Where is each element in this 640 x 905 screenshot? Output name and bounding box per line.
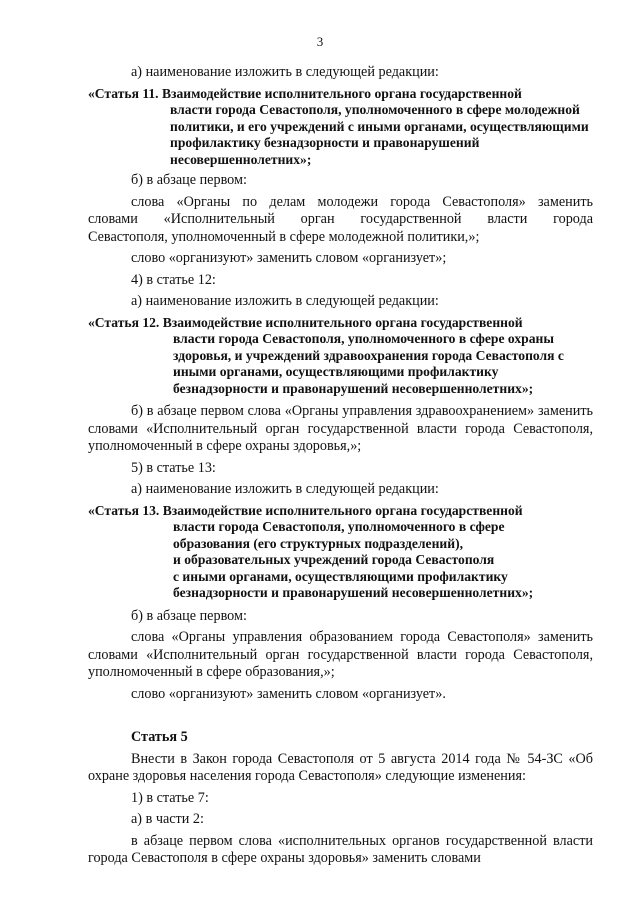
paragraph: а) в части 2:: [131, 811, 204, 827]
paragraph: слова «Органы управления образованием города Севастополя» заменить словами «Исполнительный орган государственной власти города Севастополя, уполномоченный в сфере образования,»;: [88, 629, 593, 680]
article-5-heading: Статья 5: [131, 729, 188, 745]
article-11-title: [88, 86, 593, 169]
paragraph-line: Севастополя, уполномоченный в сфере молодежной политики,»;: [88, 228, 480, 245]
article-title-continuation: власти города Севастополя, уполномоченного в сфере охраны здоровья, и учреждений здравоохранения города Севастополя с иными органами, осуществляющими профилактику безнадзорности и правонарушений несовершеннолетних»;: [173, 331, 564, 396]
paragraph: в абзаце первом слова «исполнительных органов государственной власти города Севастополя в сфере охраны здоровья» заменить словами: [88, 832, 593, 866]
paragraph-line: словами «Исполнительный орган государственной власти города: [88, 211, 593, 227]
paragraph: 4) в статье 12:: [131, 271, 216, 288]
paragraph: Внести в Закон города Севастополя от 5 августа 2014 года № 54-ЗС «Об охране здоровья населения города Севастополя» следующие изменения:: [88, 750, 593, 784]
article-title-line: «Статья 12. Взаимодействие исполнительного органа государственной: [88, 314, 523, 330]
article-title-continuation: власти города Севастополя, уполномоченного в сфере: [173, 519, 505, 534]
article-title-line: «Статья 11. Взаимодействие исполнительного органа государственной: [88, 85, 522, 101]
paragraph: б) в абзаце первом слова «Органы управления здравоохранением» заменить словами «Исполнительный орган государственной власти города Севастополя, уполномоченный в сфере охраны здоровья,»;: [88, 403, 593, 454]
page-number: 3: [316, 34, 324, 49]
paragraph: 5) в статье 13:: [131, 459, 216, 476]
paragraph: 1) в статье 7:: [131, 789, 209, 806]
paragraph: б) в абзаце первом:: [131, 607, 247, 624]
paragraph: а) наименование изложить в следующей редакции:: [131, 64, 439, 80]
document-body: [88, 64, 593, 868]
paragraph: слово «организуют» заменить словом «организует».: [131, 685, 446, 702]
article-title-continuation: безнадзорности и правонарушений несовершеннолетних»;: [173, 585, 534, 600]
article-title-continuation: власти города Севастополя, уполномоченного в сфере молодежной политики, и его учреждений с иными органами, осуществляющими профилактику безнадзорности и правонарушений несовершеннолетних»;: [170, 102, 589, 167]
article-12-title: [88, 315, 593, 398]
article-13-title: [88, 503, 593, 602]
article-title-line: «Статья 13. Взаимодействие исполнительного органа государственной: [88, 502, 523, 518]
paragraph: а) наименование изложить в следующей редакции:: [131, 481, 439, 497]
paragraph: слово «организуют» заменить словом «организует»;: [131, 250, 447, 266]
article-title-continuation: образования (его структурных подразделений),: [173, 535, 464, 551]
article-title-continuation: с иными органами, осуществляющими профилактику: [173, 568, 508, 584]
paragraph-line: слова «Органы по делам молодежи города Севастополя» заменить: [131, 193, 593, 210]
article-title-continuation: и образовательных учреждений города Севастополя: [173, 552, 495, 567]
paragraph: б) в абзаце первом:: [131, 172, 247, 188]
paragraph: а) наименование изложить в следующей редакции:: [131, 293, 439, 309]
